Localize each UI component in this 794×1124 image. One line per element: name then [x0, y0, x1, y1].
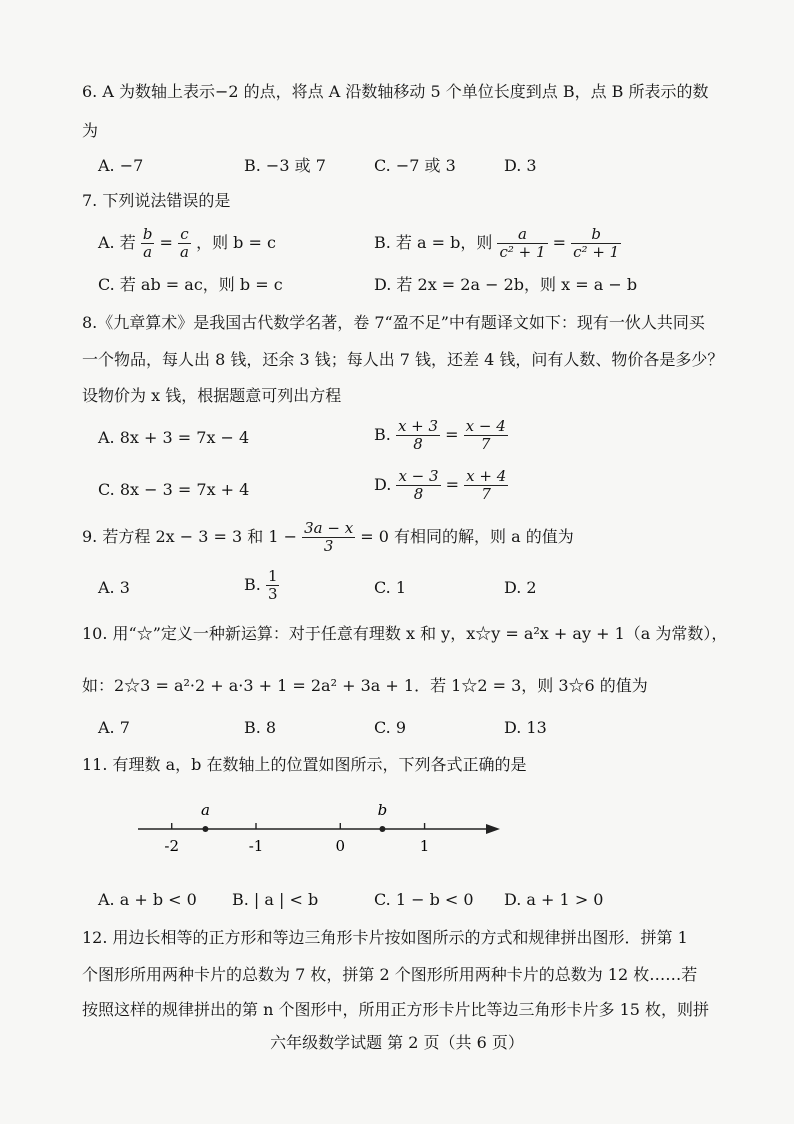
q11-stem: 11. 有理数 a，b 在数轴上的位置如图所示，下列各式正确的是 [82, 755, 527, 774]
q8-option-b [374, 418, 508, 453]
q7-a-eq: = [159, 233, 173, 252]
q11-option-c: C. 1 − b < 0 [374, 890, 474, 909]
q7-a-frac1-num: b [142, 225, 153, 243]
q7-a-prefix: A. 若 [98, 233, 136, 252]
q8-option-c: C. 8x − 3 = 7x + 4 [98, 480, 250, 499]
q8-b-frac2-den: 7 [480, 435, 491, 453]
q8-b-eq: = [445, 425, 459, 444]
q7-option-a [98, 226, 276, 261]
q6-option-d: D. 3 [504, 156, 537, 175]
q7-a-frac1-den: a [143, 243, 153, 261]
q11-number-line [130, 795, 510, 865]
q10-option-c: C. 9 [374, 718, 407, 737]
q10-line1: 10. 用“☆”定义一种新运算：对于任意有理数 x 和 y，x☆y = a²x + ay + 1（a 为常数）， [82, 624, 728, 643]
q7-a-suffix: ，则 b = c [196, 233, 276, 252]
q10-option-b: B. 8 [244, 718, 277, 737]
q8-b-frac1 [396, 418, 440, 453]
q8-d-label: D. [374, 475, 392, 494]
q8-b-frac2 [464, 418, 508, 453]
q8-line2: 一个物品，每人出 8 钱，还余 3 钱；每人出 7 钱，还差 4 钱，问有人数、物价各是多少？ [82, 350, 724, 369]
q7-b-eq: = [552, 233, 567, 252]
q9-b-frac-num: 1 [267, 567, 278, 585]
q9-option-b [244, 568, 279, 603]
q8-d-frac2-num: x + 4 [466, 467, 507, 485]
q7-b-frac2 [571, 226, 621, 261]
q9-suffix: = 0 有相同的解，则 a 的值为 [360, 527, 574, 546]
q10-option-d: D. 13 [504, 718, 547, 737]
q8-d-frac1 [396, 468, 440, 503]
q6-option-a: A. −7 [98, 156, 144, 175]
q6-stem-cont: 为 [82, 121, 99, 140]
q6-stem: 6. A 为数轴上表示−2 的点，将点 A 沿数轴移动 5 个单位长度到点 B，点 B 所表示的数 [82, 82, 709, 101]
number-line-tick-label: -2 [164, 837, 180, 855]
q11-option-d: D. a + 1 > 0 [504, 890, 604, 909]
q7-b-frac2-num: b [571, 226, 621, 244]
q8-d-frac1-den: 8 [413, 485, 424, 503]
q7-a-frac2 [178, 226, 191, 261]
q9-b-frac-den: 3 [267, 585, 278, 603]
q8-b-frac1-den: 8 [413, 435, 423, 453]
q11-option-b: B. | a | < b [232, 890, 319, 909]
q10-line2: 如：2☆3 = a²·2 + a·3 + 1 = 2a² + 3a + 1．若 1☆2 = 3，则 3☆6 的值为 [82, 676, 648, 695]
q8-line1: 8.《九章算术》是我国古代数学名著，卷 7“盈不足”中有题译文如下：现有一伙人共同买 [82, 313, 705, 332]
q9-b-label: B. [244, 575, 261, 594]
q8-d-frac2-den: 7 [481, 485, 491, 503]
number-line-tick-label: 1 [419, 837, 430, 855]
q9-stem [82, 520, 574, 555]
number-line-point-a [202, 826, 208, 832]
q8-line3: 设物价为 x 钱，根据题意可列出方程 [82, 386, 342, 405]
q8-d-eq: = [445, 475, 460, 494]
number-line-tick-label: -1 [248, 837, 264, 855]
number-line-point-label: a [200, 801, 210, 819]
q7-option-c: C. 若 ab = ac，则 b = c [98, 275, 283, 294]
q9-frac-den: 3 [323, 537, 334, 555]
q9-frac [302, 520, 355, 555]
q8-option-a: A. 8x + 3 = 7x − 4 [98, 428, 250, 447]
q6-option-c: C. −7 或 3 [374, 156, 456, 175]
q12-line1: 12. 用边长相等的正方形和等边三角形卡片按如图所示的方式和规律拼出图形．拼第 1 [82, 928, 688, 947]
q9-frac-num: 3a − x [304, 519, 354, 537]
q7-stem: 7. 下列说法错误的是 [82, 191, 231, 210]
q8-option-d [374, 468, 508, 503]
q9-option-c: C. 1 [374, 578, 407, 597]
number-line-arrowhead [486, 824, 500, 834]
q8-b-frac1-num: x + 3 [397, 417, 439, 435]
q7-a-frac2-num: c [178, 226, 191, 244]
q7-b-frac2-den: c² + 1 [573, 243, 620, 261]
q12-line2: 个图形所用两种卡片的总数为 7 枚，拼第 2 个图形所用两种卡片的总数为 12 枚……若 [82, 965, 698, 984]
number-line-tick-label: 0 [335, 837, 346, 855]
q10-option-a: A. 7 [98, 718, 130, 737]
q7-b-frac1 [497, 226, 547, 261]
q8-b-label: B. [374, 425, 391, 444]
q6-option-b: B. −3 或 7 [244, 156, 326, 175]
q9-prefix: 9. 若方程 2x − 3 = 3 和 1 − [82, 527, 298, 546]
q7-option-b [374, 226, 621, 261]
q9-option-a: A. 3 [98, 578, 130, 597]
q7-a-frac1 [141, 226, 155, 261]
q7-a-frac2-den: a [180, 243, 189, 261]
q9-option-d: D. 2 [504, 578, 537, 597]
q7-b-prefix: B. 若 a = b，则 [374, 233, 493, 252]
q8-d-frac2 [464, 468, 508, 503]
number-line-point-label: b [377, 801, 388, 819]
q7-b-frac1-den: c² + 1 [499, 243, 546, 261]
q7-b-frac1-num: a [497, 226, 547, 244]
q7-option-d: D. 若 2x = 2a − 2b，则 x = a − b [374, 275, 638, 294]
q8-b-frac2-num: x − 4 [465, 417, 506, 435]
q11-option-a: A. a + b < 0 [98, 890, 197, 909]
page-footer: 六年级数学试题 第 2 页（共 6 页） [270, 1033, 524, 1052]
q8-d-frac1-num: x − 3 [398, 467, 439, 485]
q12-line3: 按照这样的规律拼出的第 n 个图形中，所用正方形卡片比等边三角形卡片多 15 枚，则拼 [82, 1000, 710, 1019]
q9-b-frac [266, 568, 280, 603]
number-line-point-b [379, 826, 385, 832]
